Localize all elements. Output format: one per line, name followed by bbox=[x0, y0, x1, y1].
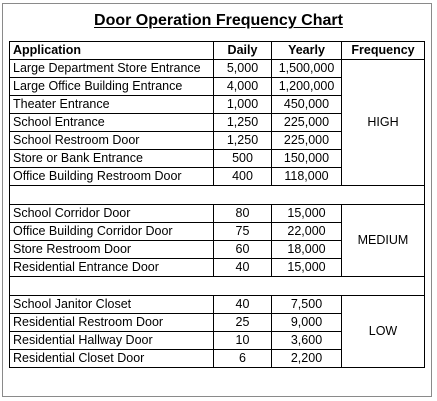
daily-cell: 400 bbox=[214, 168, 272, 186]
yearly-cell: 15,000 bbox=[272, 259, 342, 277]
daily-cell: 1,250 bbox=[214, 114, 272, 132]
daily-cell: 60 bbox=[214, 241, 272, 259]
spacer-cell bbox=[10, 277, 425, 296]
application-cell: Residential Entrance Door bbox=[10, 259, 214, 277]
spacer-cell bbox=[10, 186, 425, 205]
yearly-cell: 118,000 bbox=[272, 168, 342, 186]
application-cell: School Janitor Closet bbox=[10, 296, 214, 314]
application-cell: Store Restroom Door bbox=[10, 241, 214, 259]
application-cell: Large Office Building Entrance bbox=[10, 78, 214, 96]
yearly-cell: 1,200,000 bbox=[272, 78, 342, 96]
table-header bbox=[10, 42, 425, 60]
daily-cell: 1,000 bbox=[214, 96, 272, 114]
header-application: Application bbox=[10, 42, 214, 60]
yearly-cell: 450,000 bbox=[272, 96, 342, 114]
application-cell: Large Department Store Entrance bbox=[10, 60, 214, 78]
table-row bbox=[10, 296, 425, 314]
application-cell: Office Building Restroom Door bbox=[10, 168, 214, 186]
daily-cell: 75 bbox=[214, 223, 272, 241]
yearly-cell: 7,500 bbox=[272, 296, 342, 314]
application-cell: Office Building Corridor Door bbox=[10, 223, 214, 241]
frequency-level-cell: HIGH bbox=[342, 60, 425, 186]
table-row bbox=[10, 205, 425, 223]
daily-cell: 4,000 bbox=[214, 78, 272, 96]
yearly-cell: 3,600 bbox=[272, 332, 342, 350]
table-body bbox=[10, 60, 425, 368]
yearly-cell: 2,200 bbox=[272, 350, 342, 368]
header-row bbox=[10, 42, 425, 60]
application-cell: Theater Entrance bbox=[10, 96, 214, 114]
daily-cell: 10 bbox=[214, 332, 272, 350]
yearly-cell: 150,000 bbox=[272, 150, 342, 168]
header-daily: Daily bbox=[214, 42, 272, 60]
yearly-cell: 1,500,000 bbox=[272, 60, 342, 78]
application-cell: Residential Hallway Door bbox=[10, 332, 214, 350]
frequency-level-cell: LOW bbox=[342, 296, 425, 368]
daily-cell: 40 bbox=[214, 259, 272, 277]
daily-cell: 5,000 bbox=[214, 60, 272, 78]
yearly-cell: 225,000 bbox=[272, 114, 342, 132]
yearly-cell: 22,000 bbox=[272, 223, 342, 241]
yearly-cell: 15,000 bbox=[272, 205, 342, 223]
application-cell: Store or Bank Entrance bbox=[10, 150, 214, 168]
table-row bbox=[10, 60, 425, 78]
application-cell: Residential Restroom Door bbox=[10, 314, 214, 332]
daily-cell: 80 bbox=[214, 205, 272, 223]
frequency-table bbox=[9, 41, 425, 368]
chart-title: Door Operation Frequency Chart bbox=[94, 12, 343, 29]
yearly-cell: 9,000 bbox=[272, 314, 342, 332]
application-cell: Residential Closet Door bbox=[10, 350, 214, 368]
daily-cell: 500 bbox=[214, 150, 272, 168]
daily-cell: 40 bbox=[214, 296, 272, 314]
daily-cell: 25 bbox=[214, 314, 272, 332]
yearly-cell: 18,000 bbox=[272, 241, 342, 259]
daily-cell: 1,250 bbox=[214, 132, 272, 150]
header-yearly: Yearly bbox=[272, 42, 342, 60]
application-cell: School Corridor Door bbox=[10, 205, 214, 223]
group-spacer-row bbox=[10, 186, 425, 205]
application-cell: School Entrance bbox=[10, 114, 214, 132]
header-frequency: Frequency bbox=[342, 42, 425, 60]
frequency-level-cell: MEDIUM bbox=[342, 205, 425, 277]
application-cell: School Restroom Door bbox=[10, 132, 214, 150]
daily-cell: 6 bbox=[214, 350, 272, 368]
group-spacer-row bbox=[10, 277, 425, 296]
yearly-cell: 225,000 bbox=[272, 132, 342, 150]
